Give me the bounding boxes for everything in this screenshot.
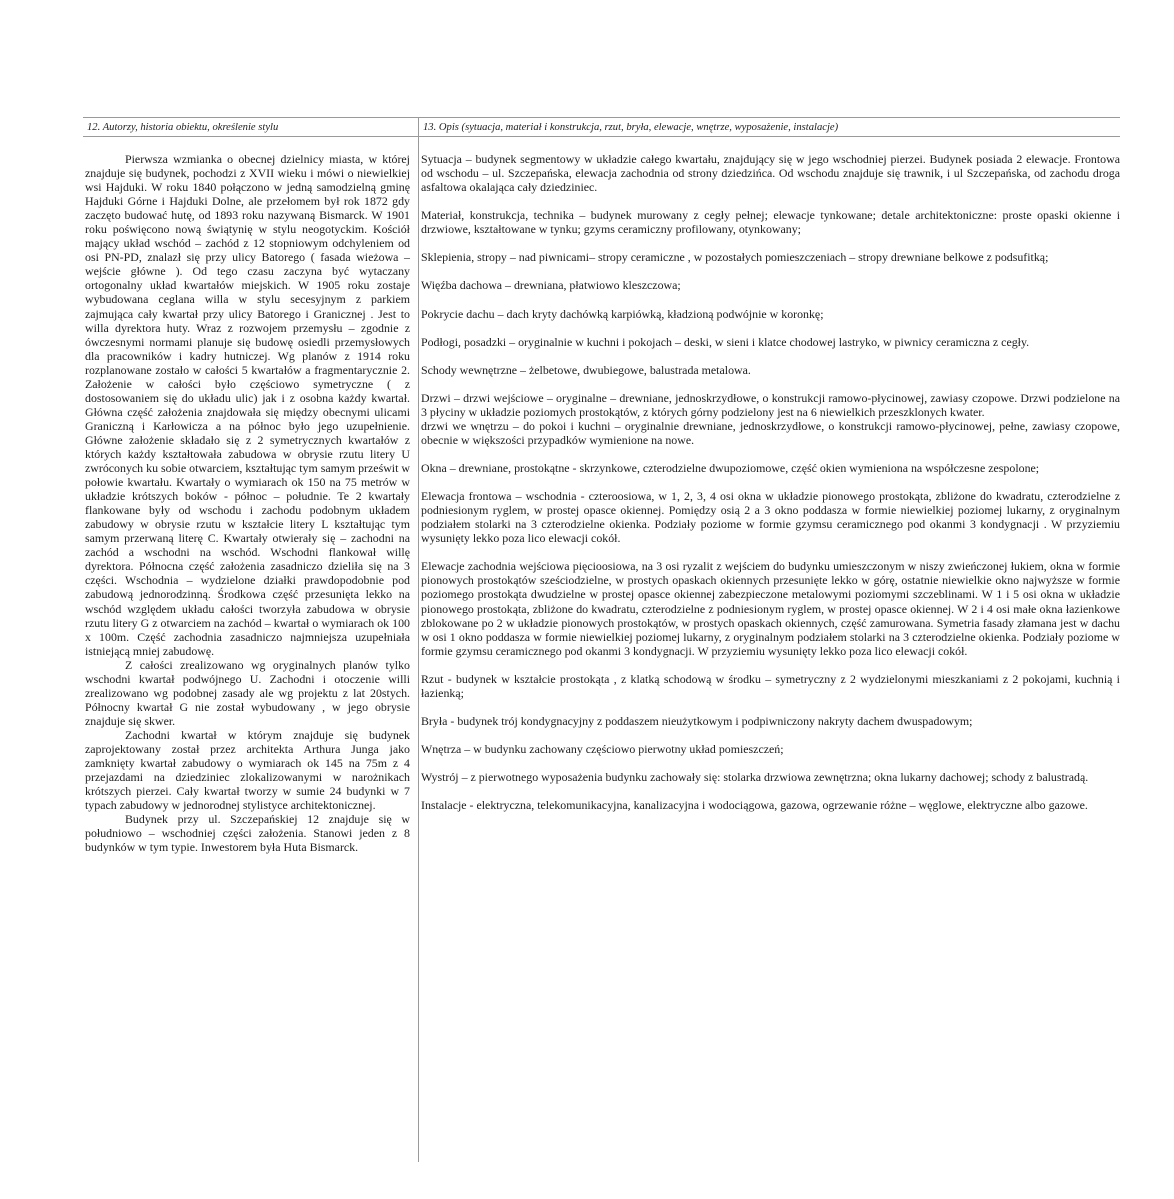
history-paragraph: Zachodni kwartał w którym znajduje się budynek zaprojektowany został przez architekta Arthura Junga jako zamknięty kwartał zabudowy o wymiarach ok 145 na 75m z 4 przejazdami na dziedziniec zlokalizowanymi w narożnikach krótszych pierzei. Cały kwartał tworzy w sumie 24 budynki w 7 typach zabudowy w jednorodnej stylistyce architektonicznej. — [85, 727, 410, 813]
description-column — [419, 117, 1120, 826]
description-furnishings: Wystrój – z pierwotnego wyposażenia budynku zachowały się: stolarka drzwiowa zewnętrzna; okna lukarny dachowej; schody z balustradą. — [421, 770, 1089, 785]
description-roofing: Pokrycie dachu – dach kryty dachówką karpiówką, kładzioną podwójnie w koronkę; — [421, 306, 824, 321]
history-heading: 12. Autorzy, historia obiektu, określenie stylu — [87, 122, 279, 133]
history-paragraph: Budynek przy ul. Szczepańskiej 12 znajduje się w południowo – wschodniej części założenia. Stanowi jeden z 8 budynków w tym typie. Inwestorem była Huta Bismarck. — [85, 812, 410, 855]
history-text — [83, 135, 414, 854]
description-plan: Rzut - budynek w kształcie prostokąta , z klatką schodową w środku – symetryczny z 2 wydzielonymi mieszkaniami z 2 pokojami, kuchnią i łazienką; — [421, 671, 1120, 700]
description-floors: Podłogi, posadzki – oryginalnie w kuchni i pokojach – deski, w sieni i klatce chodowej lastryko, w piwnicy ceramiczna z cegły. — [421, 334, 1030, 349]
description-stairs: Schody wewnętrzne – żelbetowe, dwubiegowe, balustrada metalowa. — [421, 362, 751, 377]
history-paragraph: Pierwsza wzmianka o obecnej dzielnicy miasta, w której znajduje się budynek, pochodzi z XVII wieku i mówi o niewielkiej wsi Hajduki. W roku 1840 połączono w jedną samodzielną gminę Hajduki Górne i Hajduki Dolne, ale przełomem był rok 1872 gdy zaczęto budować hutę, od 1893 roku nazywaną Bismarck. W 1901 roku poświęcono nową świątynię w stylu neogotyckim. Kościół mający układ wschód – zachód z 12 stopniowym odchyleniem od osi PN-PD, znalazł się przy ulicy Batorego ( fasada wieżowa – wejście główne ). Od tego czasu zaczyna być wytaczany ortogonalny układ kwartałów miejskich. W 1905 roku zostaje wybudowana ceglana willa w stylu secesyjnym z parkiem zajmująca cały kwartał przy ulicy Batorego i Granicznej . Jest to willa dyrektora huty. Wraz z rozwojem przemysłu – zgodnie z ówczesnymi normami planuje się budowę osiedli przemysłowych dla pracowników i kadry hutniczej. Wg planów z 1914 roku rozplanowane zostało w całości 5 kwartałów a fragmentarycznie 2. Założenie w całości było częściowo symetryczne ( z dostosowaniem się do układu ulic) jak i z osobna każdy kwartał. Główna część założenia znajdowała się między obecnymi ulicami Graniczną i Karłowicza a na północ było jego uzupełnienie. Główne założenie składało się z 2 symetrycznych kwartałów z których każdy kształtowała zabudowa w obrysie rzutu litery U zwróconych ku sobie otwarciem, kształtując tym samym prześwit w połowie kwartału. Kwartały o wymiarach ok 150 na 75 metrów w układzie krótszych boków - północ – południe. Te 2 kwartały flankowane były od wschodu i zachodu podobnym układem zabudowy w obrysie rzutu w kształcie litery L kształtując tym samym przerwaną literę C. Kwartały otwierały się – zachodni na zachód a wschodni na wschód. Wschodni flankował willę dyrektora. Północna część założenia zasadniczo dzieliła się na 3 części. Wschodnia – wydzielone działki prawdopodobnie pod zabudową jednorodzinną. Środkowa część przesunięta lekko na wschód względem układu całości tworzyła zabudowa w obrysie rzutu litery G z otwarciem na zachód – kwartał o wymiarach ok 100 x 100m. Część zachodnia zasadniczo najmniejsza uzupełniała istniejącą mniej zabudowę. — [85, 152, 410, 658]
document-sheet — [83, 117, 1120, 1162]
description-windows: Okna – drewniane, prostokątne - skrzynkowe, czterodzielne dwupoziomowe, część okien wymieniona na współczesne zespolone; — [421, 461, 1040, 476]
description-material: Materiał, konstrukcja, technika – budynek murowany z cegły pełnej; elewacje tynkowane; detale architektoniczne: proste opaski okienne i drzwiowe, kształtowane w tynku; gzyms ceramiczny profilowany, otynkowany; — [421, 208, 1120, 237]
description-situation: Sytuacja – budynek segmentowy w układzie całego kwartału, znajdujący się w jego wschodniej pierzei. Budynek posiada 2 elewacje. Frontowa od wschodu – ul. Szczepańska, elewacja zachodnia od strony dziedzińca. Od wschodu znajduje się trawnik, i ul Szczepańska, od zachodu droga asfaltowa okalająca cały dziedziniec. — [421, 152, 1120, 195]
description-interior-doors: drzwi we wnętrzu – do pokoi i kuchni – oryginalnie drewniane, jednoskrzydłowe, o konstrukcji ramowo-płycinowej, pełne, zawiasy czopowe, obecnie w większości przypadków wymienione na nowe. — [421, 418, 1120, 447]
description-west-elevation: Elewacje zachodnia wejściowa pięcioosiowa, na 3 osi ryzalit z wejściem do budynku umieszczonym w niszy zwieńczonej łukiem, okna w formie pionowych prostokątów sześciodzielne, w prostych opaskach okiennych przesunięte lekko w górę, ostatnie niewielkie okno najwyższe w formie poziomego prostokąta dwudzielne w prostej opasce okiennej zabezpieczone metalowymi poziomymi szczeblinami. W 1 i 5 osi okna w układzie pionowego prostokąta, zbliżone do kwadratu, czterodzielne z podniesionym ryglem, w prostej opasce okiennej. W 2 i 4 osi małe okna łazienkowe zblokowane po 2 w układzie pionowych prostokątów, w prostych opaskach okiennych, część zamurowana. Symetria fasady złamana jest w dachu w osi 1 okno poddasza w formie niewielkiej poziomej lukarny, z oryginalnym podziałem stolarki na 3 czterodzielne okienka. Podziały poziome w formie gzymsu ceramicznego pod okanmi 3 kondygnacji. W przyziemiu wysunięty lekko poza lico elewacji cokół. — [421, 559, 1120, 658]
description-interiors: Wnętrza – w budynku zachowany częściowo pierwotny układ pomieszczeń; — [421, 741, 784, 756]
description-truss: Więźba dachowa – drewniana, płatwiowo kleszczowa; — [421, 278, 681, 293]
description-massing: Bryła - budynek trój kondygnacyjny z poddaszem nieużytkowym i podpiwniczony nakryty dachem dwuspadowym; — [421, 713, 973, 728]
description-installations: Instalacje - elektryczna, telekomunikacyjna, kanalizacyjna i wodociągowa, gazowa, ogrzewanie różne – węglowe, elektryczne albo gazowe. — [421, 798, 1088, 813]
description-front-elevation: Elewacja frontowa – wschodnia - czteroosiowa, w 1, 2, 3, 4 osi okna w układzie pionowego prostokąta, zbliżone do kwadratu, czterodzielne z podniesionym ryglem, w prostej opasce okiennej. Pomiędzy osią 2 a 3 okno poddasza w formie niewielkiej poziomej lukarny, z oryginalnym podziałem stolarki na 3 czterodzielne okienka. Podziały poziome w formie gzymsu ceramicznego pod okanmi 3 kondygnacji . W przyziemiu wysunięty lekko poza lico elewacji cokół. — [421, 489, 1120, 546]
description-heading: 13. Opis (sytuacja, materiał i konstrukcja, rzut, bryła, elewacje, wnętrze, wyposażenie, instalacje) — [423, 122, 839, 133]
description-doors: Drzwi – drzwi wejściowe – oryginalne – drewniane, jednoskrzydłowe, o konstrukcji ramowo-płycinowej, zawiasy czopowe. Drzwi podzielone na 3 płyciny w układzie poziomych prostokątów, z których górny podzielony jest na 6 niewielkich przeszklonych kwater. — [421, 390, 1120, 419]
history-column — [83, 117, 414, 854]
description-text — [419, 135, 1120, 812]
description-ceilings: Sklepienia, stropy – nad piwnicami– stropy ceramiczne , w pozostałych pomieszczeniach – stropy drewniane belkowe z podsufitką; — [421, 250, 1049, 265]
history-paragraph: Z całości zrealizowano wg oryginalnych planów tylko wschodni kwartał podwójnego U. Zachodni i otoczenie willi zrealizowano wg podobnej zasady ale wg projektu z lat 20stych. Północny kwartał G nie został wybudowany , w jego obrysie znajduje się skwer. — [85, 657, 410, 728]
